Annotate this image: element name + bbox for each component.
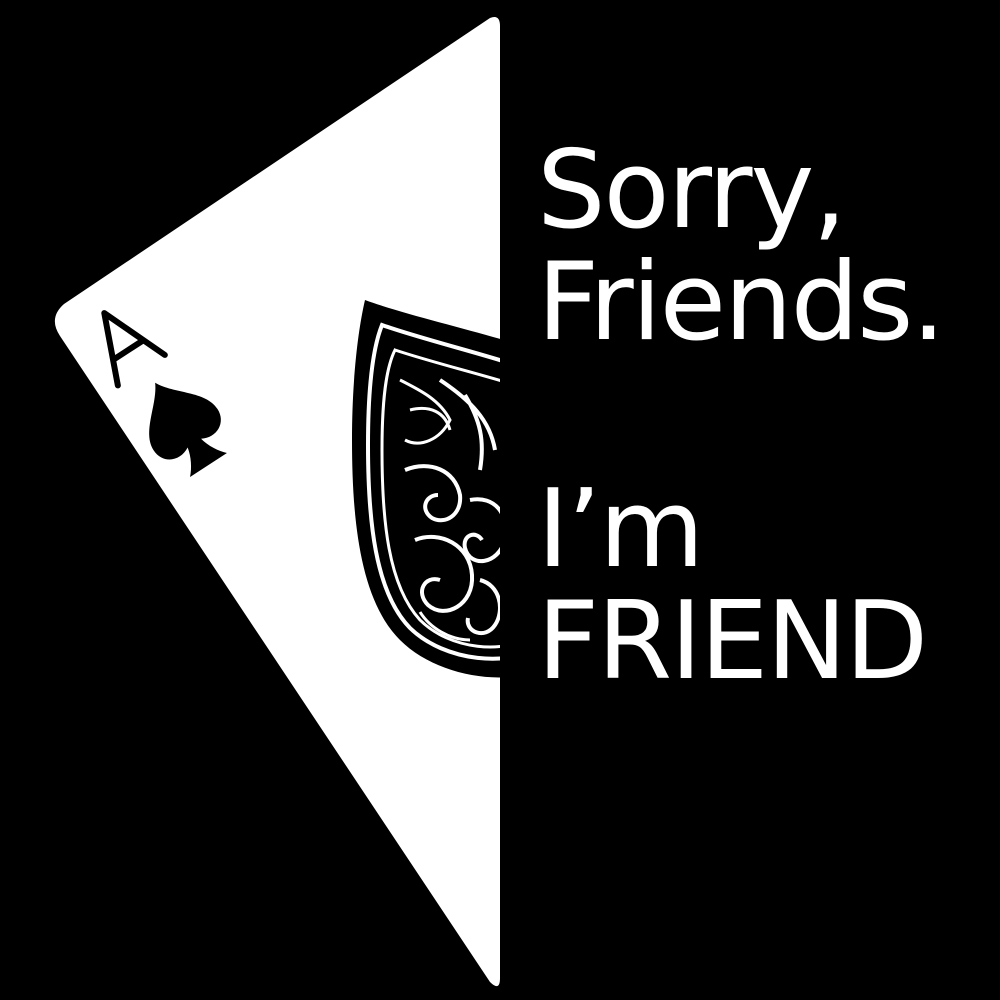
caption-line-3: I’m bbox=[537, 467, 703, 592]
caption-line-2: Friends. bbox=[537, 240, 944, 365]
caption-gap bbox=[537, 359, 992, 474]
caption-line-1: Sorry, bbox=[537, 128, 845, 253]
caption bbox=[537, 128, 992, 704]
caption-line-4: FRIEND bbox=[537, 579, 927, 704]
